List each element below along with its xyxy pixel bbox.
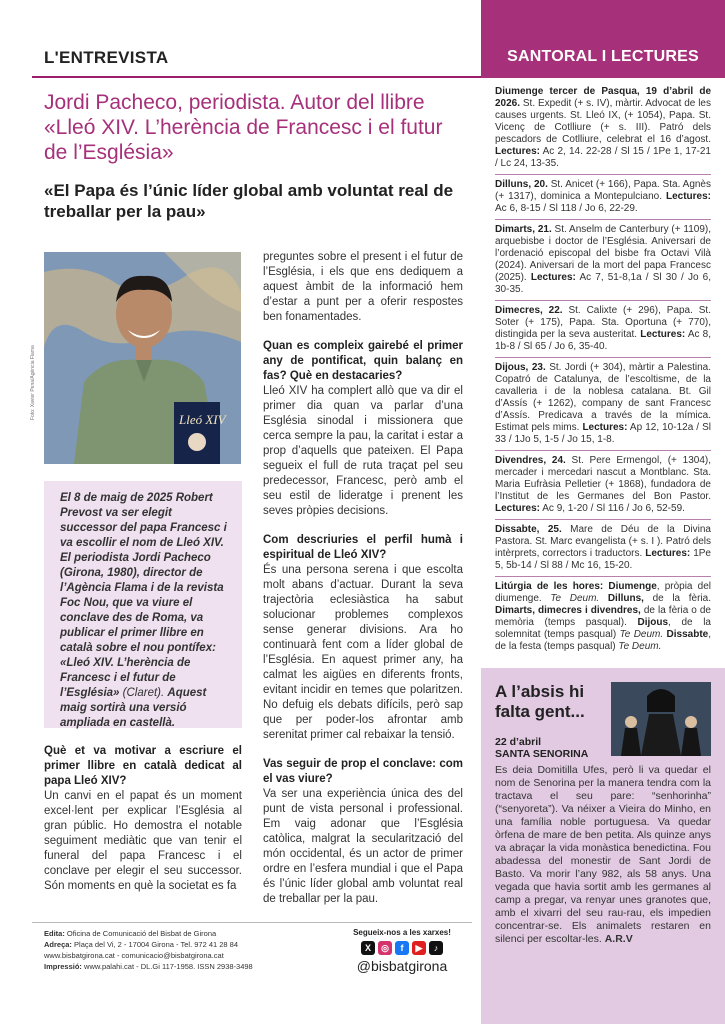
santoral-entry: Dimarts, 21. St. Anselm de Canterbury (+ 1109), arquebisbe i doctor de l’Església. Aniversari de l’ordenació episcopal del bisbe fra Octavi Vilà (2024). Aniversari de la mort del papa Francesc (2025). Lectures: Ac 7, 51-8,1a / Sl 30 / Jo 6, 30-35. [495,224,711,301]
article-headline: Jordi Pacheco, periodista. Autor del llibre «Lleó XIV. L’herència de Francesc i el futur de l’Església» [44,91,443,164]
question-2: Quan es compleix gairebé el primer any de pontificat, quin balanç en fas? Què en destacaries? [263,340,463,382]
absis-date: 22 d’abril [495,736,542,748]
section-label: L'ENTREVISTA [44,48,169,67]
liturgia-entry: Litúrgia de les hores: Diumenge, pròpia del diumenge. Te Deum. Dilluns, de la fèria. Dimarts, dimecres i divendres, de la fèria o de memòria (temps pasqual). Dijous, de la solemnitat (temps pasqual) Te Deum. Dissabte, de la festa (temps pasqual) Te Deum. [495,581,712,652]
facebook-icon[interactable]: f [395,941,409,955]
answer-2: Lleó XIV ha complert allò que va dir el primer dia quan va parlar d’una Església sinodal i missionera que cerca sempre la pau, la caritat i estar a prop d’aquells que pateixen. El Papa segueix el full de ruta traçat pel seu predecessor, Francesc, però amb el seu estil de lideratge i prenent les seves pròpies decisions. [263,385,463,517]
answer-4: Va ser una experiència única des del punt de vista personal i professional. Em vaig adonar que l’Església catòlica, malgrat la secularització del món occidental, és un actor de primer ordre en l’esfera mundial i que el Papa és l’únic líder global amb voluntat real de treballar per la pau. [263,788,463,905]
intro-publisher: (Claret). [119,687,168,699]
absis-text: Es deia Domitilla Ufes, però li va quedar el nom de Senorina per la manera tendra com la tractava el seu pare: “senhorinha” (“senyoreta”). Va néixer a Vieira do Minho, en una família noble portuguesa. Va quedar òrfena de mare de ben petita. Als quinze anys va abraçar la vida monàstica benedictina. Fou abadessa del monestir de Sant Jordi de Basto. Va morir l’any 982, als 58 anys. Una vegada que havia sortit amb les germanes al camp a pregar, va renyar unes granotes que, amb el xivarri del seu rau-rau, els impedien concentrar-se. Els animalets restaren en silenci per escoltar-les. A.R.V [495,764,711,945]
social-icons [347,941,457,955]
impressio-label: Impressió: [44,962,82,971]
impressio-value: www.palahi.cat - DL.Gi 117-1958. ISSN 2938-3498 [81,962,253,971]
instagram-icon[interactable]: ◎ [378,941,392,955]
question-1: Què et va motivar a escriure el primer llibre en català dedicat al papa Lleó XIV? [44,745,242,787]
adreca-label: Adreça: [44,940,72,949]
social-handle[interactable]: @bisbatgirona [356,958,448,974]
section-divider [32,76,481,78]
tiktok-icon[interactable]: ♪ [429,941,443,955]
social-block [347,928,457,974]
answer-1-continued: preguntes sobre el present i el futur de l’Església, i els que ens dediquem a aquest àmbit de la informació hem d’estar a punt per a oferir respostes ben fonamentades. [263,251,463,323]
absis-saint-name: SANTA SENORINA [495,748,589,760]
book-title: Lleó XIV [179,412,226,427]
intro-box [44,481,242,728]
absis-signature: A.R.V [604,933,633,945]
footer-divider [32,922,472,923]
article-column-middle [263,250,463,917]
article-subhead: «El Papa és l’únic líder global amb voluntat real de treballar per la pau» [44,181,454,221]
sidebar-title: SANTORAL I LECTURES [507,48,699,65]
answer-1: Un canvi en el papat és un moment excel·lent per explicar l’Església al gran públic. Ho demostra el notable seguiment mediàtic que van tenir el funeral del papa Francesc i el conclave per elegir el seu successor. Són moments en què la societat es fa [44,790,242,892]
social-label: Segueix-nos a les xarxes! [353,928,451,937]
absis-title: A l’absis hi falta gent... [495,682,585,721]
web-contact[interactable]: www.bisbatgirona.cat - comunicacio@bisbatgirona.cat [44,951,224,960]
santoral-entry: Dijous, 23. St. Jordi (+ 304), màrtir a Palestina. Copatró de Catalunya, de l’escoltisme, de la cavalleria i de la noblesa catalana. Bt. Gil d’Assís (+ 1262), company de sant Francesc d’Assís. Predicava a través de la mímica. Estimat pels mims. Lectures: Ap 12, 10-12a / Sl 33 / 1Jo 5, 1-5 / Jo 15, 1-8. [495,362,711,451]
question-3: Com descriuries el perfil humà i espiritual de Lleó XIV? [263,534,463,561]
intro-text: El 8 de maig de 2025 Robert Prevost va ser elegit successor del papa Francesc i va escollir el nom de Lleó XIV. El periodista Jordi Pacheco (Girona, 1980), director de l’Agència Flama i de la revista Foc Nou, que va viure el conclave des de Roma, va publicar el primer llibre en català sobre el nou pontífex: «Lleó XIV. L’herència de Francesc i el futur de l’Església» [60,492,227,699]
publication-footer [44,928,344,972]
answer-3: És una persona serena i que escolta molt abans d’actuar. Durant la seva trajectòria eclesiàstica ha sabut solucionar problemes complexos sense generar divisions. Ara ho continuarà fent com a líder global de l’Església. En aquest primer any, ha calmat les aigües en diferents fronts, evitant incidir en temes que polaritzen. No defuig els debats difícils, però sap que per poder-los afrontar amb serenitat primer cal rebaixar la tensió. [263,564,463,741]
portrait-illustration [44,252,241,464]
saint-illustration [611,682,711,756]
interview-photo [44,252,241,464]
santoral-list [481,78,725,668]
question-4: Vas seguir de prop el conclave: com el vas viure? [263,758,463,785]
santoral-entry: Dissabte, 25. Mare de Déu de la Divina Pastora. St. Marc evangelista (+ s. I ). Patró dels intèrprets, correctors i traductors. Lectures: 1Pe 5, 5b-14 / Sl 88 / Mc 16, 15-20. [495,524,711,577]
intro-text-end: Aquest maig sortirà una versió ampliada en castellà. [60,687,207,729]
santoral-entry: Divendres, 24. St. Pere Ermengol, (+ 1304), mercader i mercedari nascut a Montblanc. Sta. Maria Eufràsia Pelletier (+ 1868), fundadora de l’Institut de les Germanes del Bon Pastor. Lectures: Ac 9, 1-20 / Sl 116 / Jo 6, 52-59. [495,455,711,520]
santoral-entry: Dimecres, 22. St. Calixte (+ 296), Papa. St. Soter (+ 175), Papa. Sta. Oportuna (+ 770), distingida per la seva austeritat. Lectures: Ac 8, 1b-8 / Sl 65 / Jo 6, 35-40. [495,305,711,358]
santoral-entry: Dilluns, 20. St. Anicet (+ 166), Papa. Sta. Agnès (+ 1317), dominica a Montepulciano. Lectures: Ac 6, 8-15 / Sl 118 / Jo 6, 22-29. [495,179,711,220]
x-icon[interactable]: X [361,941,375,955]
santoral-entry: Diumenge tercer de Pasqua, 19 d’abril de 2026. St. Expedit (+ s. IV), màrtir. Advocat de les causes urgents. St. Lleó IX, (+ 1054), Papa. St. Vicenç de Cotlliure (+ s. III). Patró dels pescadors de Cotlliure, celebrat el 16 d’agost. Lectures: Ac 2, 14. 22-28 / Sl 15 / 1Pe 1, 17-21 / Lc 24, 13-35. [495,86,711,175]
youtube-icon[interactable]: ▶ [412,941,426,955]
photo-credit: Foto: Xavier Pena/Agència Flama [30,345,36,420]
absis-box [481,668,725,1024]
article-column-left [44,744,242,904]
sidebar-header [481,0,725,78]
edita-value: Oficina de Comunicació del Bisbat de Girona [64,929,217,938]
saint-image [611,682,711,756]
edita-label: Edita: [44,929,65,938]
adreca-value: Plaça del Vi, 2 - 17004 Girona - Tel. 972 41 28 84 [71,940,239,949]
